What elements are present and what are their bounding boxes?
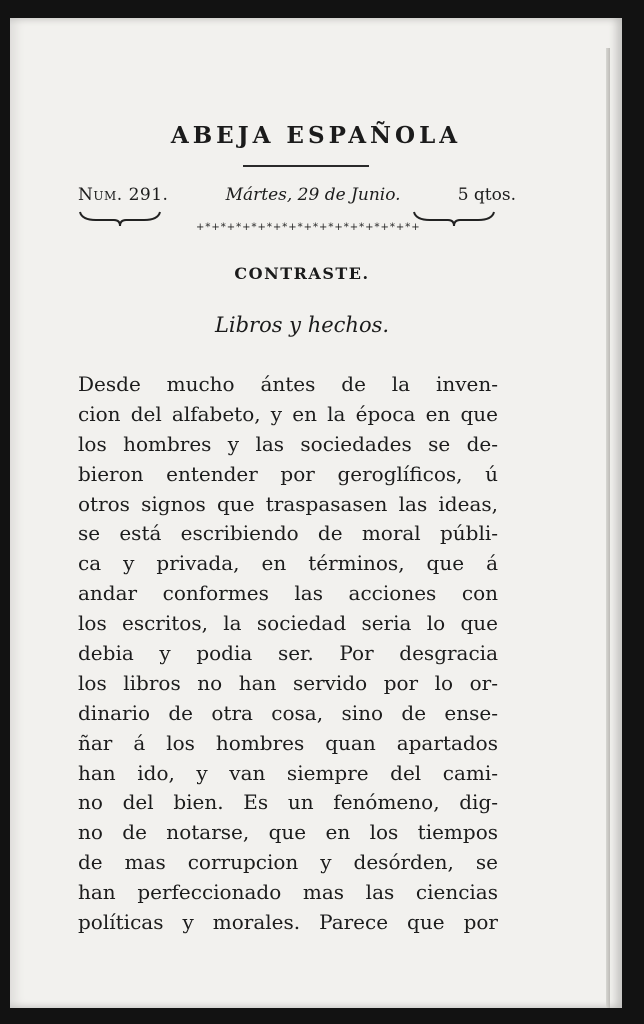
issue-price: 5 qtos. (457, 185, 516, 205)
body-line: otros signos que traspasasen las ideas, (78, 491, 498, 516)
body-line: se está escribiendo de moral públi- (78, 521, 498, 546)
body-line: de mas corrupcion y desórden, se (78, 850, 498, 875)
body-line: andar conformes las acciones con (78, 581, 498, 606)
section-title-text: CONTRASTE. (234, 264, 370, 283)
body-line: ca y privada, en términos, que á (78, 551, 498, 576)
divider-ornament: +*+*+*+*+*+*+*+*+*+*+*+*+*+*+ (196, 222, 421, 233)
body-line: Desde mucho ántes de la inven- (78, 372, 498, 396)
body-line: políticas y morales. Parece que por (78, 910, 498, 935)
left-brace-ornament (78, 210, 162, 228)
right-brace-ornament (412, 210, 496, 228)
body-line: los hombres y las sociedades se de- (78, 431, 498, 456)
title-rule (243, 165, 369, 167)
masthead-title: ABEJA ESPAÑOLA (170, 122, 462, 149)
issue-number: Num. 291. (78, 185, 169, 205)
body-line: han ido, y van siempre del cami- (78, 760, 498, 785)
body-line: ñar á los hombres quan apartados (78, 730, 498, 755)
body-line: bieron entender por geroglíficos, ú (78, 461, 498, 486)
body-line: dinario de otra cosa, sino de ense- (78, 700, 498, 725)
body-line: no del bien. Es un fenómeno, dig- (78, 790, 498, 815)
body-line: cion del alfabeto, y en la época en que (78, 401, 498, 426)
body-line: los libros no han servido por lo or- (78, 670, 498, 695)
article-body (78, 370, 498, 938)
body-line: no de notarse, que en los tiempos (78, 820, 498, 845)
body-line: debia y podia ser. Por desgracia (78, 641, 498, 666)
issue-date: Mártes, 29 de Junio. (225, 185, 401, 205)
page-edge (606, 48, 610, 1008)
body-line: han perfeccionado mas las ciencias (78, 880, 498, 905)
body-line: los escritos, la sociedad seria lo que (78, 611, 498, 636)
section-subtitle: Libros y hechos. (214, 313, 390, 337)
section-title (0, 264, 604, 283)
issue-line (78, 185, 516, 205)
